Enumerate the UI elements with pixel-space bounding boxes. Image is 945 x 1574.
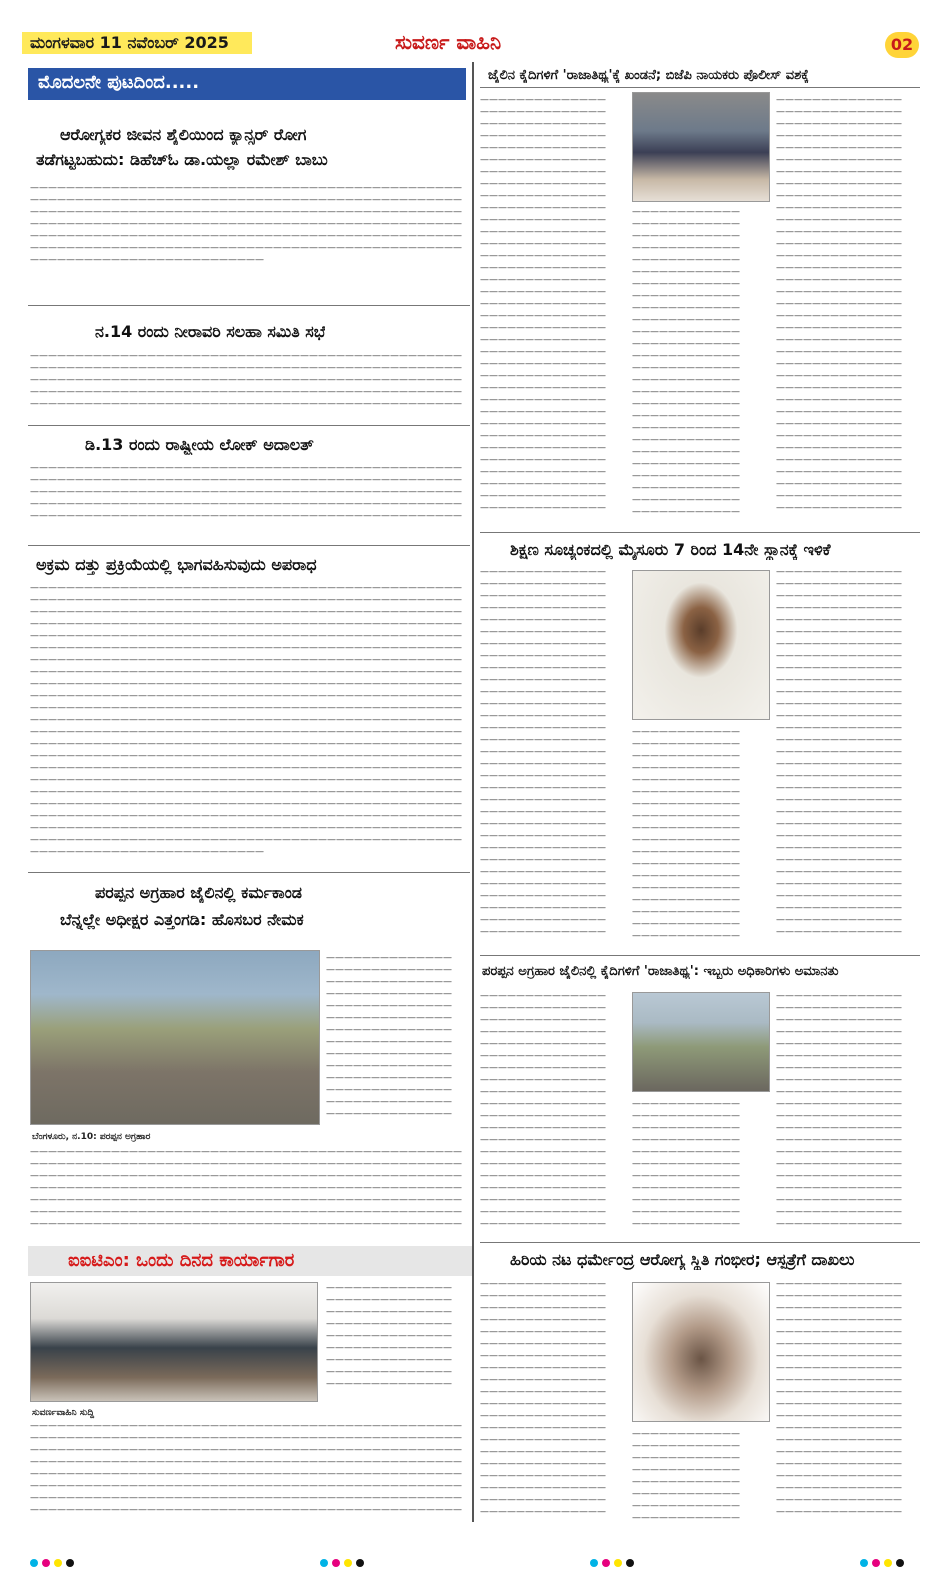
bjp-article-body-col2: ———————————— ———————————— ———————————— ———————————— ———————————— ———————————— ———————————— ———————————— ———————————— ———————————— ———————————— ———————————— ———————————— ———————————— ———————————— ———————————— ———————————— ———————————— ———————————— ———————————— ———————————— ———————————— ———————————— ———————————— ———————————— ———————————— (632, 207, 740, 517)
jail-gate-photo (632, 992, 770, 1092)
print-registration-dots-left (30, 1552, 78, 1562)
mysuru-article-body-col1: —————————————— —————————————— —————————————— —————————————— —————————————— —————————————— —————————————— —————————————— —————————————— —————————————— —————————————— —————————————— —————————————— —————————————— —————————————— —————————————— —————————————— —————————————— —————————————— —————————————— —————————————— —————————————— —————————————— —————————————— —————————————— —————————————— —————————————— —————————————— —————————————— —————————————— —————————————— (480, 567, 606, 937)
mysuru-education-headline: ಶಿಕ್ಷಣ ಸೂಚ್ಯಂಕದಲ್ಲಿ ಮೈಸೂರು 7 ರಿಂದ 14ನೇ ಸ್ಥಾನಕ್ಕೆ ಇಳಿಕೆ (510, 540, 831, 559)
actor-health-headline: ಹಿರಿಯ ನಟ ಧರ್ಮೇಂದ್ರ ಆರೋಗ್ಯ ಸ್ಥಿತಿ ಗಂಭೀರ; ಆಸ್ಪತ್ರೆಗೆ ದಾಖಲು (510, 1250, 855, 1269)
workshop-article-body: ———————————————————————————————————————————————— ———————————————————————————————————————————————— ———————————————————————————————————————————————— ———————————————————————————————————————————————— ———————————————————————————————————————————————— ———————————————————————————————————————————————— ———————————————————————————————————————————————— ———————————————————————————————————————————————— (30, 1421, 462, 1515)
column-rule (472, 62, 474, 1522)
actor-article-body-col3: —————————————— —————————————— —————————————— —————————————— —————————————— —————————————— —————————————— —————————————— —————————————— —————————————— —————————————— —————————————— —————————————— —————————————— —————————————— —————————————— —————————————— —————————————— —————————————— —————————————— (776, 1279, 902, 1517)
suspend-article-body-col3: —————————————— —————————————— —————————————— —————————————— —————————————— —————————————— —————————————— —————————————— —————————————— —————————————— —————————————— —————————————— —————————————— —————————————— —————————————— —————————————— —————————————— —————————————— —————————————— —————————————— (776, 991, 902, 1229)
print-registration-dots-center (320, 1552, 368, 1562)
mysuru-article-body-col2: ———————————— ———————————— ———————————— ———————————— ———————————— ———————————— ———————————— ———————————— ———————————— ———————————— ———————————— ———————————— ———————————— ———————————— ———————————— ———————————— ———————————— ———————————— (632, 727, 740, 941)
issue-date: ಮಂಗಳವಾರ 11 ನವೆಂಬರ್ 2025 (30, 33, 229, 52)
cancer-headline-line1: ಆರೋಗ್ಯಕರ ಜೀವನ ಶೈಲಿಯಿಂದ ಕ್ಯಾನ್ಸರ್ ರೋಗ (60, 125, 307, 144)
divider (28, 305, 470, 306)
workshop-caption: ಸುವರ್ಣವಾಹಿನಿ ಸುದ್ದಿ (32, 1408, 95, 1418)
workshop-headline: ಐಐಟಿಎಂ: ಒಂದು ದಿನದ ಕಾರ್ಯಾಗಾರ (68, 1250, 295, 1271)
actor-article-body-col1: —————————————— —————————————— —————————————— —————————————— —————————————— —————————————— —————————————— —————————————— —————————————— —————————————— —————————————— —————————————— —————————————— —————————————— —————————————— —————————————— —————————————— —————————————— —————————————— —————————————— (480, 1279, 606, 1517)
actor-article-body-col2: ———————————— ———————————— ———————————— ———————————— ———————————— ———————————— ———————————— ———————————— (632, 1429, 740, 1523)
workshop-photo (30, 1282, 318, 1402)
print-registration-dots-center-right (590, 1552, 638, 1562)
divider (480, 1242, 920, 1243)
jail-article-body: ———————————————————————————————————————————————— ———————————————————————————————————————————————— ———————————————————————————————————————————————— ———————————————————————————————————————————————— ———————————————————————————————————————————————— ———————————————————————————————————————————————— ———————————————————————————————————————————————— (30, 1147, 462, 1229)
workshop-headline-band (28, 1246, 472, 1276)
cm-portrait-photo (632, 570, 770, 720)
officers-suspended-headline: ಪರಪ್ಪನ ಅಗ್ರಹಾರ ಜೈಲಿನಲ್ಲಿ ಕೈದಿಗಳಿಗೆ 'ರಾಜಾತಿಥ್ಯ': ಇಬ್ಬರು ಅಧಿಕಾರಿಗಳು ಅಮಾನತು (482, 964, 839, 979)
cancer-headline-line2: ತಡೆಗಟ್ಟಬಹುದು: ಡಿಹೆಚ್‌ಓ ಡಾ.ಯಲ್ಲಾ ರಮೇಶ್ ಬಾಬು (36, 150, 328, 169)
print-registration-dots-right (860, 1552, 908, 1562)
adoption-article-body: ———————————————————————————————————————————————— ———————————————————————————————————————————————— ———————————————————————————————————————————————— ———————————————————————————————————————————————— ———————————————————————————————————————————————— ———————————————————————————————————————————————— ———————————————————————————————————————————————— ———————————————————————————————————————————————— ———————————————————————————————————————————————— ———————————————————————————————————————————————— ———————————————————————————————————————————————— ———————————————————————————————————————————————— ———————————————————————————————————————————————— ———————————————————————————————————————————————— ———————————————————————————————————————————————— ———————————————————————————————————————————————— ———————————————————————————————————————————————— ———————————————————————————————————————————————— ———————————————————————————————————————————————— ———————————————————————————————————————————————— ———————————————————————————————————————————————— ———————————————————————————————————————————————— —————————————————————————— (30, 583, 462, 857)
irrigation-headline: ನ.14 ರಂದು ನೀರಾವರಿ ಸಲಹಾ ಸಮಿತಿ ಸಭೆ (95, 322, 326, 341)
divider (28, 872, 470, 873)
adoption-crime-headline: ಅಕ್ರಮ ದತ್ತು ಪ್ರಕ್ರಿಯೆಯಲ್ಲಿ ಭಾಗವಹಿಸುವುದು ಅಪರಾಧ (36, 555, 317, 574)
adalat-article-body: ———————————————————————————————————————————————— ———————————————————————————————————————————————— ———————————————————————————————————————————————— ———————————————————————————————————————————————— ———————————————————————————————————————————————— (30, 463, 462, 521)
divider (480, 955, 920, 956)
adalat-headline: ಡಿ.13 ರಂದು ರಾಷ್ಟ್ರೀಯ ಲೋಕ್ ಅದಾಲತ್ (85, 435, 314, 454)
jail-article-body-right: —————————————— —————————————— —————————————— —————————————— —————————————— —————————————— —————————————— —————————————— —————————————— —————————————— —————————————— —————————————— —————————————— —————————————— (326, 953, 452, 1119)
page-number: 02 (885, 32, 919, 58)
divider (28, 545, 470, 546)
divider (480, 532, 920, 533)
actor-portrait-photo (632, 1282, 770, 1422)
cancer-article-body: ———————————————————————————————————————————————— ———————————————————————————————————————————————— ———————————————————————————————————————————————— ———————————————————————————————————————————————— ———————————————————————————————————————————————— ———————————————————————————————————————————————— —————————————————————————— (30, 183, 462, 265)
divider (28, 425, 470, 426)
jail-building-photo (30, 950, 320, 1125)
bjp-article-body-col1: —————————————— —————————————— —————————————— —————————————— —————————————— —————————————— —————————————— —————————————— —————————————— —————————————— —————————————— —————————————— —————————————— —————————————— —————————————— —————————————— —————————————— —————————————— —————————————— —————————————— —————————————— —————————————— —————————————— —————————————— —————————————— —————————————— —————————————— —————————————— —————————————— —————————————— —————————————— —————————————— —————————————— —————————————— —————————————— (480, 95, 606, 513)
bjp-protest-headline: ಜೈಲಿನ ಕೈದಿಗಳಿಗೆ 'ರಾಜಾತಿಥ್ಯ'ಕ್ಕೆ ಖಂಡನೆ; ಬಿಜೆಪಿ ನಾಯಕರು ಪೊಲೀಸ್ ವಶಕ್ಕೆ (488, 68, 809, 83)
masthead-logo (395, 30, 550, 58)
irrigation-article-body: ———————————————————————————————————————————————— ———————————————————————————————————————————————— ———————————————————————————————————————————————— ———————————————————————————————————————————————— ———————————————————————————————————————————————— (30, 351, 462, 409)
jail-headline-line2: ಬೆನ್ನಲ್ಲೇ ಅಧೀಕ್ಷರ ಎತ್ತಂಗಡಿ: ಹೊಸಬರ ನೇಮಕ (60, 910, 304, 929)
bjp-protest-photo (632, 92, 770, 202)
suspend-article-body-col2: ———————————— ———————————— ———————————— ———————————— ———————————— ———————————— ———————————— ———————————— ———————————— ———————————— ———————————— (632, 1099, 740, 1229)
jail-photo-caption: ಬೆಂಗಳೂರು, ನ.10: ಪರಪ್ಪನ ಅಗ್ರಹಾರ (32, 1132, 151, 1142)
mysuru-article-body-col3: —————————————— —————————————— —————————————— —————————————— —————————————— —————————————— —————————————— —————————————— —————————————— —————————————— —————————————— —————————————— —————————————— —————————————— —————————————— —————————————— —————————————— —————————————— —————————————— —————————————— —————————————— —————————————— —————————————— —————————————— —————————————— —————————————— —————————————— —————————————— —————————————— —————————————— —————————————— (776, 567, 902, 937)
bjp-article-body-col3: —————————————— —————————————— —————————————— —————————————— —————————————— —————————————— —————————————— —————————————— —————————————— —————————————— —————————————— —————————————— —————————————— —————————————— —————————————— —————————————— —————————————— —————————————— —————————————— —————————————— —————————————— —————————————— —————————————— —————————————— —————————————— —————————————— —————————————— —————————————— —————————————— —————————————— —————————————— —————————————— —————————————— —————————————— —————————————— (776, 95, 902, 513)
masthead-title: ಸುವರ್ಣ ವಾಹಿನಿ (395, 30, 502, 54)
workshop-article-body-right: —————————————— —————————————— —————————————— —————————————— —————————————— —————————————— —————————————— —————————————— —————————————— (326, 1283, 452, 1389)
suspend-article-body-col1: —————————————— —————————————— —————————————— —————————————— —————————————— —————————————— —————————————— —————————————— —————————————— —————————————— —————————————— —————————————— —————————————— —————————————— —————————————— —————————————— —————————————— —————————————— —————————————— —————————————— (480, 991, 606, 1229)
jail-headline-line1: ಪರಪ್ಪನ ಅಗ್ರಹಾರ ಜೈಲಿನಲ್ಲಿ ಕರ್ಮಕಾಂಡ (95, 883, 302, 902)
section-band: ಮೊದಲನೇ ಪುಟದಿಂದ..... (28, 68, 466, 100)
divider (480, 87, 920, 88)
